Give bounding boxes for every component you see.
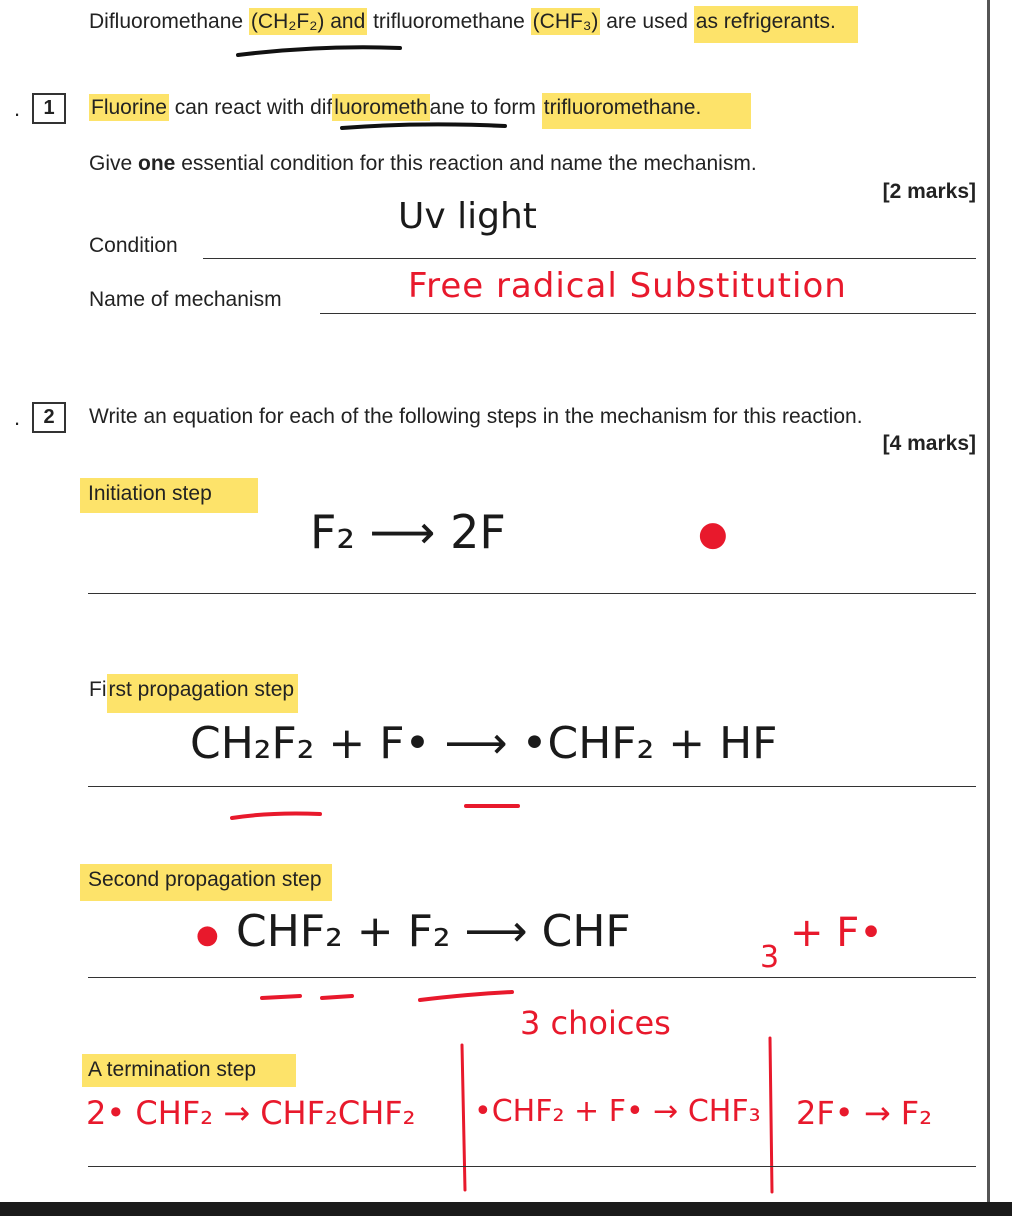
- termination-label: [82, 1058, 296, 1082]
- mechanism-answer-line: [320, 313, 976, 314]
- intro-mid: trifluoromethane: [367, 10, 531, 33]
- intro-end: as refrigerants.: [694, 6, 858, 43]
- condition-label: Condition: [89, 234, 178, 257]
- initiation-label: [80, 482, 258, 506]
- q1-prompt-a: Give: [89, 152, 139, 175]
- first-prop-label-b: rst propagation step: [107, 674, 299, 713]
- q1-dot: .: [14, 96, 21, 121]
- second-prop-subscript: 3: [760, 940, 780, 975]
- q1-prompt-bold: one: [138, 152, 176, 175]
- intro-chem1: (CH₂F₂) and: [250, 10, 366, 33]
- q1-statement-c: luorometh: [334, 96, 428, 119]
- second-prop-label-text: Second propagation step: [80, 864, 332, 901]
- intro-mid2: are used: [600, 10, 694, 33]
- q1-marks: [2 marks]: [882, 180, 976, 203]
- mechanism-answer: Free radical Substitution: [408, 266, 847, 306]
- mechanism-label: Name of mechanism: [89, 288, 282, 311]
- q1-number-box: 1: [32, 93, 66, 124]
- termination-option-1: 2• CHF₂ → CHF₂CHF₂: [86, 1094, 416, 1132]
- q2-prompt: Write an equation for each of the following steps in the mechanism for this reaction.: [89, 405, 863, 428]
- termination-label-text: A termination step: [82, 1054, 296, 1087]
- termination-option-3: 2F• → F₂: [796, 1094, 933, 1132]
- intro-prefix: Difluoromethane: [89, 10, 249, 33]
- second-prop-label: [80, 868, 332, 892]
- condition-answer-line: [203, 258, 976, 259]
- q1-statement-b: can react with dif: [168, 96, 333, 119]
- page-right-edge: [987, 0, 990, 1205]
- q2-marks: [4 marks]: [882, 432, 976, 455]
- second-prop-end: + F•: [790, 910, 883, 956]
- q1-prompt: [89, 152, 757, 176]
- second-prop-radical-dot: ●: [196, 920, 219, 950]
- choices-note: 3 choices: [520, 1004, 671, 1042]
- termination-answer-line: [88, 1166, 976, 1167]
- q1-statement-d: ane to form: [429, 96, 542, 119]
- q1-statement: [89, 96, 751, 120]
- initiation-label-text: Initiation step: [80, 478, 258, 513]
- q1-fluorine: Fluorine: [91, 96, 167, 119]
- second-prop-answer-line: [88, 977, 976, 978]
- initiation-radical-dot: ●: [698, 514, 728, 554]
- bottom-bar: [0, 1202, 1012, 1216]
- q1-prompt-b: essential condition for this reaction and name the mechanism.: [175, 152, 757, 175]
- first-prop-label-a: Fi: [89, 678, 107, 701]
- intro-chem2: (CHF₃): [532, 10, 599, 33]
- first-prop-label: [89, 678, 298, 702]
- q1-statement-e: trifluoromethane.: [542, 93, 752, 129]
- first-prop-answer-line: [88, 786, 976, 787]
- termination-option-2: •CHF₂ + F• → CHF₃: [474, 1094, 761, 1129]
- condition-answer: Uv light: [398, 196, 537, 237]
- q2-number-box: 2: [32, 402, 66, 433]
- second-prop-answer: CHF₂ + F₂ ⟶ CHF: [236, 906, 631, 957]
- initiation-answer: F₂ ⟶ 2F: [310, 505, 506, 559]
- first-prop-answer: CH₂F₂ + F• ⟶ •CHF₂ + HF: [190, 718, 778, 769]
- initiation-answer-line: [88, 593, 976, 594]
- q2-dot: .: [14, 405, 21, 430]
